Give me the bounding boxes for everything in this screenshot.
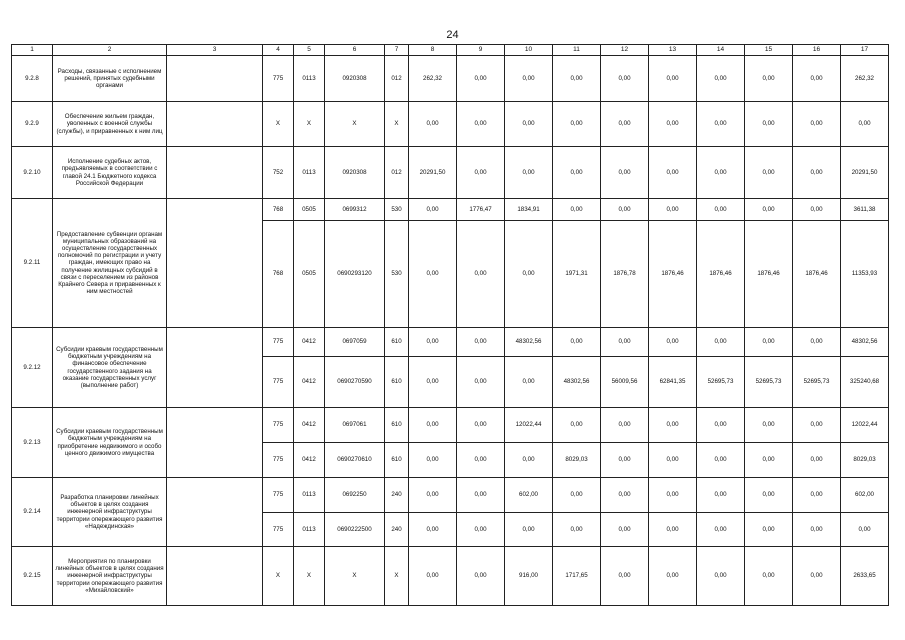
value-cell: 0,00 <box>601 547 649 606</box>
value-cell: 0113 <box>294 478 325 513</box>
value-cell: 240 <box>385 478 409 513</box>
value-cell: 775 <box>263 56 294 102</box>
header-row <box>12 45 889 56</box>
value-cell: X <box>385 102 409 147</box>
value-cell: 0,00 <box>697 147 745 199</box>
value-cell: 012 <box>385 147 409 199</box>
value-cell: 0692250 <box>325 478 385 513</box>
value-cell: 262,32 <box>409 56 457 102</box>
header-cell: 4 <box>263 45 294 56</box>
value-cell: 0,00 <box>505 443 553 478</box>
value-cell: 0697061 <box>325 408 385 443</box>
value-cell: 0113 <box>294 147 325 199</box>
value-cell: 0,00 <box>841 513 889 547</box>
table-row <box>12 328 889 357</box>
value-cell: 0412 <box>294 443 325 478</box>
value-cell: 0,00 <box>457 443 505 478</box>
value-cell: 1717,65 <box>553 547 601 606</box>
table-row <box>12 199 889 221</box>
value-cell: 0,00 <box>745 102 793 147</box>
header-cell: 6 <box>325 45 385 56</box>
header-cell: 8 <box>409 45 457 56</box>
value-cell: 602,00 <box>841 478 889 513</box>
value-cell: 52695,73 <box>697 357 745 408</box>
value-cell: 775 <box>263 443 294 478</box>
value-cell: 0,00 <box>649 328 697 357</box>
value-cell: 0,00 <box>553 478 601 513</box>
value-cell: 0,00 <box>697 547 745 606</box>
value-cell: 0,00 <box>553 56 601 102</box>
item-description: Мероприятия по планировки линейных объектов в целях создания инженерной инфраструктуры территории опережающего развития «Михайловский» <box>53 547 167 606</box>
value-cell: 0,00 <box>601 443 649 478</box>
value-cell: 0,00 <box>649 513 697 547</box>
item-number: 9.2.13 <box>12 408 53 478</box>
value-cell: 0,00 <box>601 478 649 513</box>
value-cell: 0,00 <box>409 328 457 357</box>
item-number: 9.2.14 <box>12 478 53 547</box>
value-cell: 775 <box>263 513 294 547</box>
value-cell: 0,00 <box>793 56 841 102</box>
header-cell: 12 <box>601 45 649 56</box>
value-cell: 0,00 <box>553 199 601 221</box>
value-cell: 916,00 <box>505 547 553 606</box>
value-cell: 0,00 <box>409 478 457 513</box>
item-number: 9.2.11 <box>12 199 53 328</box>
column-3-cell <box>167 102 263 147</box>
item-number: 9.2.9 <box>12 102 53 147</box>
value-cell: 0920308 <box>325 147 385 199</box>
value-cell: 48302,56 <box>553 357 601 408</box>
value-cell: 0,00 <box>745 443 793 478</box>
item-number: 9.2.12 <box>12 328 53 408</box>
value-cell: 0,00 <box>601 102 649 147</box>
value-cell: 0,00 <box>649 443 697 478</box>
value-cell: 0,00 <box>409 102 457 147</box>
header-cell: 17 <box>841 45 889 56</box>
value-cell: X <box>294 102 325 147</box>
value-cell: 0,00 <box>601 147 649 199</box>
value-cell: 0,00 <box>697 328 745 357</box>
value-cell: 0690222500 <box>325 513 385 547</box>
value-cell: 12022,44 <box>505 408 553 443</box>
value-cell: 1876,46 <box>697 221 745 328</box>
value-cell: 0,00 <box>649 547 697 606</box>
column-3-cell <box>167 478 263 547</box>
value-cell: 0,00 <box>697 443 745 478</box>
value-cell: 0412 <box>294 328 325 357</box>
value-cell: 0,00 <box>457 328 505 357</box>
value-cell: 0,00 <box>793 443 841 478</box>
value-cell: 0,00 <box>553 513 601 547</box>
value-cell: 325240,68 <box>841 357 889 408</box>
value-cell: 0,00 <box>745 513 793 547</box>
value-cell: 0,00 <box>553 102 601 147</box>
value-cell: 610 <box>385 328 409 357</box>
value-cell: 0113 <box>294 56 325 102</box>
value-cell: 0,00 <box>793 199 841 221</box>
value-cell: 0,00 <box>745 478 793 513</box>
item-description: Обеспечение жильем граждан, уволенных с военной службы (службы), и приравненных к ним лиц <box>53 102 167 147</box>
value-cell: 0,00 <box>457 513 505 547</box>
value-cell: 0,00 <box>553 408 601 443</box>
value-cell: 0,00 <box>457 102 505 147</box>
value-cell: 0690270590 <box>325 357 385 408</box>
value-cell: 752 <box>263 147 294 199</box>
item-number: 9.2.8 <box>12 56 53 102</box>
value-cell: 0,00 <box>409 443 457 478</box>
header-cell: 15 <box>745 45 793 56</box>
value-cell: X <box>325 547 385 606</box>
value-cell: 0,00 <box>745 199 793 221</box>
value-cell: 0,00 <box>505 513 553 547</box>
value-cell: 775 <box>263 328 294 357</box>
table-row <box>12 547 889 606</box>
value-cell: 52695,73 <box>793 357 841 408</box>
value-cell: 0,00 <box>505 357 553 408</box>
value-cell: 3611,38 <box>841 199 889 221</box>
value-cell: 0,00 <box>409 513 457 547</box>
value-cell: 0,00 <box>745 328 793 357</box>
value-cell: 2633,65 <box>841 547 889 606</box>
table-body <box>12 45 889 606</box>
value-cell: 610 <box>385 357 409 408</box>
value-cell: 0,00 <box>649 56 697 102</box>
value-cell: 0,00 <box>553 328 601 357</box>
table-row <box>12 408 889 443</box>
value-cell: 48302,56 <box>505 328 553 357</box>
value-cell: 8029,03 <box>553 443 601 478</box>
value-cell: 530 <box>385 199 409 221</box>
value-cell: 0,00 <box>697 408 745 443</box>
value-cell: 0,00 <box>553 147 601 199</box>
value-cell: 0,00 <box>457 147 505 199</box>
value-cell: 0,00 <box>745 408 793 443</box>
column-3-cell <box>167 547 263 606</box>
value-cell: 0,00 <box>745 147 793 199</box>
header-cell: 10 <box>505 45 553 56</box>
value-cell: 0,00 <box>457 357 505 408</box>
table-row <box>12 147 889 199</box>
table-row <box>12 478 889 513</box>
value-cell: 1834,91 <box>505 199 553 221</box>
column-3-cell <box>167 199 263 328</box>
value-cell: 0,00 <box>505 102 553 147</box>
value-cell: 0,00 <box>601 408 649 443</box>
value-cell: 0113 <box>294 513 325 547</box>
value-cell: 0,00 <box>409 199 457 221</box>
value-cell: 0,00 <box>697 102 745 147</box>
value-cell: X <box>325 102 385 147</box>
value-cell: 0,00 <box>793 478 841 513</box>
value-cell: 1876,46 <box>649 221 697 328</box>
value-cell: 602,00 <box>505 478 553 513</box>
value-cell: 0,00 <box>649 102 697 147</box>
value-cell: 0,00 <box>745 547 793 606</box>
value-cell: 1971,31 <box>553 221 601 328</box>
value-cell: 0,00 <box>697 478 745 513</box>
value-cell: 0412 <box>294 408 325 443</box>
item-description: Субсидии краевым государственным бюджетным учреждениям на приобретение недвижимого и особо ценного движимого имущества <box>53 408 167 478</box>
value-cell: 0,00 <box>409 547 457 606</box>
header-cell: 16 <box>793 45 841 56</box>
value-cell: X <box>263 547 294 606</box>
value-cell: 610 <box>385 443 409 478</box>
value-cell: 262,32 <box>841 56 889 102</box>
value-cell: 775 <box>263 408 294 443</box>
header-cell: 1 <box>12 45 53 56</box>
value-cell: 0,00 <box>601 56 649 102</box>
value-cell: 0,00 <box>697 56 745 102</box>
value-cell: 12022,44 <box>841 408 889 443</box>
value-cell: 0,00 <box>505 147 553 199</box>
value-cell: 1876,46 <box>745 221 793 328</box>
value-cell: 0,00 <box>793 408 841 443</box>
value-cell: 610 <box>385 408 409 443</box>
value-cell: 8029,03 <box>841 443 889 478</box>
value-cell: 62841,35 <box>649 357 697 408</box>
value-cell: 012 <box>385 56 409 102</box>
value-cell: 0699312 <box>325 199 385 221</box>
value-cell: 0,00 <box>793 513 841 547</box>
value-cell: X <box>263 102 294 147</box>
item-description: Расходы, связанные с исполнением решений, принятых судебными органами <box>53 56 167 102</box>
value-cell: 1776,47 <box>457 199 505 221</box>
column-3-cell <box>167 408 263 478</box>
value-cell: 11353,93 <box>841 221 889 328</box>
item-number: 9.2.10 <box>12 147 53 199</box>
value-cell: 0,00 <box>745 56 793 102</box>
value-cell: 775 <box>263 478 294 513</box>
value-cell: 1876,78 <box>601 221 649 328</box>
value-cell: 0690293120 <box>325 221 385 328</box>
value-cell: X <box>294 547 325 606</box>
value-cell: 52695,73 <box>745 357 793 408</box>
value-cell: 0,00 <box>457 478 505 513</box>
budget-table <box>11 44 889 606</box>
value-cell: 0,00 <box>697 513 745 547</box>
item-description: Предоставление субвенции органам муниципальных образований на осуществление государственных полномочий по регистрации и учету граждан, имеющих право на получение жилищных субсидий в связи с переселением из районов Крайнего Севера и приравненных к ним местностей <box>53 199 167 328</box>
value-cell: 0,00 <box>793 147 841 199</box>
item-description: Исполнение судебных актов, предъявляемых в соответствии с главой 24.1 Бюджетного кодекса Российской Федерации <box>53 147 167 199</box>
value-cell: 768 <box>263 199 294 221</box>
column-3-cell <box>167 147 263 199</box>
value-cell: 0690270610 <box>325 443 385 478</box>
value-cell: 56009,56 <box>601 357 649 408</box>
value-cell: 0,00 <box>649 199 697 221</box>
value-cell: 0505 <box>294 199 325 221</box>
header-cell: 11 <box>553 45 601 56</box>
header-cell: 13 <box>649 45 697 56</box>
value-cell: 0,00 <box>457 56 505 102</box>
value-cell: 1876,46 <box>793 221 841 328</box>
value-cell: 0,00 <box>409 408 457 443</box>
header-cell: 3 <box>167 45 263 56</box>
item-description: Субсидии краевым государственным бюджетным учреждениям на финансовое обеспечение государственного задания на оказание государственных услуг (выполнение работ) <box>53 328 167 408</box>
value-cell: 0,00 <box>457 547 505 606</box>
item-number: 9.2.15 <box>12 547 53 606</box>
value-cell: 0,00 <box>409 357 457 408</box>
value-cell: 0505 <box>294 221 325 328</box>
value-cell: 0,00 <box>793 102 841 147</box>
value-cell: 768 <box>263 221 294 328</box>
value-cell: 0,00 <box>505 221 553 328</box>
value-cell: 0,00 <box>457 408 505 443</box>
column-3-cell <box>167 56 263 102</box>
value-cell: 20291,50 <box>841 147 889 199</box>
table-row <box>12 56 889 102</box>
value-cell: 0,00 <box>601 328 649 357</box>
value-cell: 530 <box>385 221 409 328</box>
value-cell: 0,00 <box>793 547 841 606</box>
value-cell: 0,00 <box>697 199 745 221</box>
value-cell: 240 <box>385 513 409 547</box>
item-description: Разработка планировки линейных объектов в целях создания инженерной инфраструктуры территории опережающего развития «Надеждинская» <box>53 478 167 547</box>
header-cell: 5 <box>294 45 325 56</box>
value-cell: X <box>385 547 409 606</box>
value-cell: 0,00 <box>457 221 505 328</box>
value-cell: 0,00 <box>649 147 697 199</box>
value-cell: 0,00 <box>601 199 649 221</box>
value-cell: 0,00 <box>505 56 553 102</box>
value-cell: 0,00 <box>649 408 697 443</box>
value-cell: 0412 <box>294 357 325 408</box>
value-cell: 775 <box>263 357 294 408</box>
value-cell: 0,00 <box>841 102 889 147</box>
value-cell: 0920308 <box>325 56 385 102</box>
value-cell: 0,00 <box>601 513 649 547</box>
column-3-cell <box>167 328 263 408</box>
page-number: 24 <box>446 29 459 41</box>
value-cell: 0,00 <box>793 328 841 357</box>
header-cell: 9 <box>457 45 505 56</box>
value-cell: 0,00 <box>409 221 457 328</box>
value-cell: 20291,50 <box>409 147 457 199</box>
value-cell: 48302,56 <box>841 328 889 357</box>
header-cell: 7 <box>385 45 409 56</box>
value-cell: 0697059 <box>325 328 385 357</box>
header-cell: 2 <box>53 45 167 56</box>
value-cell: 0,00 <box>649 478 697 513</box>
table-row <box>12 102 889 147</box>
header-cell: 14 <box>697 45 745 56</box>
